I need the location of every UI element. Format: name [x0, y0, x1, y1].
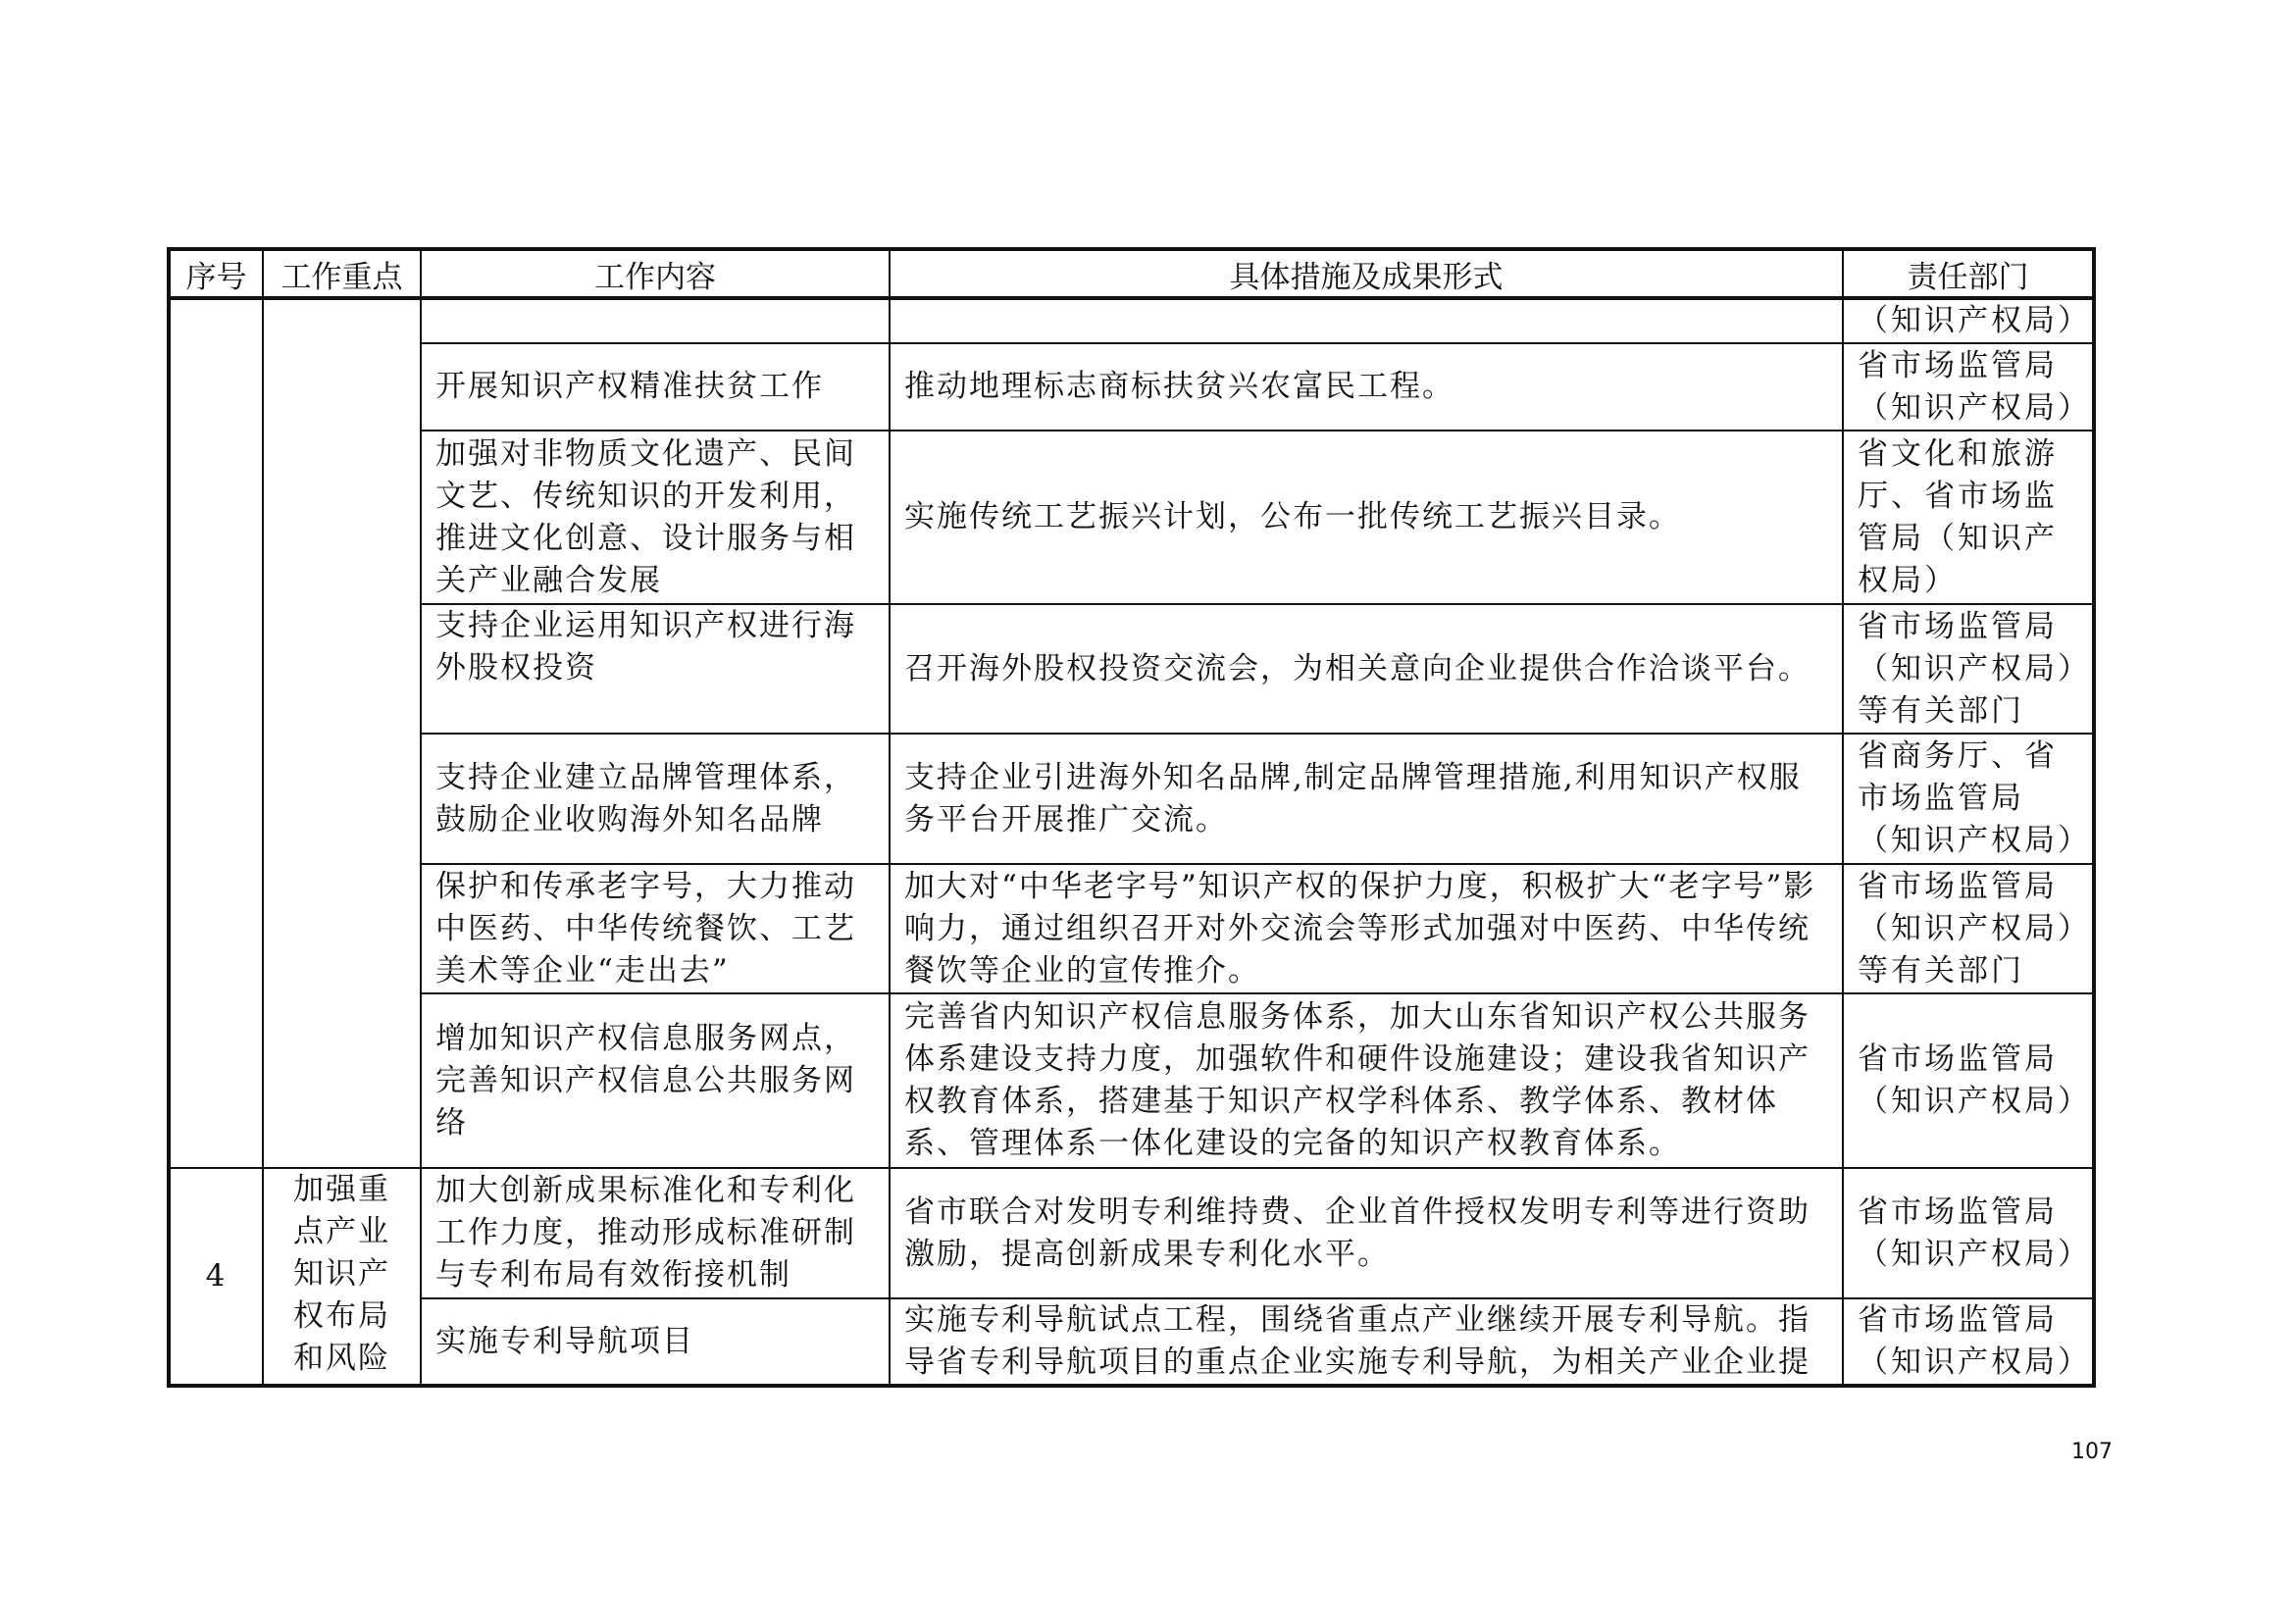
header-content: 工作内容 [421, 249, 890, 298]
focus-cell: 加强重点产业知识产权布局和风险 [263, 1168, 421, 1386]
content-cell: 支持企业运用知识产权进行海外股权投资 [421, 604, 890, 734]
table-header-row [169, 249, 2094, 298]
table-row [169, 1168, 2094, 1298]
measures-cell: 加大对“中华老字号”知识产权的保护力度，积极扩大“老字号”影响力，通过组织召开对外交流会等形式加强对中医药、中华传统餐饮等企业的宣传推介。 [890, 864, 1843, 993]
table-row [169, 734, 2094, 864]
seq-cell: 4 [169, 1168, 263, 1386]
content-cell [421, 298, 890, 343]
seq-cell-continued [169, 298, 263, 1168]
table-row [169, 604, 2094, 734]
content-cell: 加强对非物质文化遗产、民间文艺、传统知识的开发利用，推进文化创意、设计服务与相关产业融合发展 [421, 431, 890, 604]
content-cell: 开展知识产权精准扶贫工作 [421, 343, 890, 431]
department-cell: 省市场监管局（知识产权局）等有关部门 [1843, 864, 2094, 993]
table-row [169, 1298, 2094, 1386]
table-row [169, 864, 2094, 993]
work-plan-table [167, 247, 2096, 1388]
department-cell: 省市场监管局（知识产权局）等有关部门 [1843, 604, 2094, 734]
department-cell: 省市场监管局（知识产权局） [1843, 1168, 2094, 1298]
content-cell: 保护和传承老字号，大力推动中医药、中华传统餐饮、工艺美术等企业“走出去” [421, 864, 890, 993]
header-measures: 具体措施及成果形式 [890, 249, 1843, 298]
header-focus: 工作重点 [263, 249, 421, 298]
content-cell: 加大创新成果标准化和专利化工作力度，推动形成标准研制与专利布局有效衔接机制 [421, 1168, 890, 1298]
table-row [169, 993, 2094, 1168]
header-seq: 序号 [169, 249, 263, 298]
measures-cell: 实施传统工艺振兴计划，公布一批传统工艺振兴目录。 [890, 431, 1843, 604]
measures-cell: 实施专利导航试点工程，围绕省重点产业继续开展专利导航。指导省专利导航项目的重点企业实施专利导航，为相关产业企业提 [890, 1298, 1843, 1386]
measures-cell: 推动地理标志商标扶贫兴农富民工程。 [890, 343, 1843, 431]
measures-cell: 支持企业引进海外知名品牌,制定品牌管理措施,利用知识产权服务平台开展推广交流。 [890, 734, 1843, 864]
table-row [169, 343, 2094, 431]
header-department: 责任部门 [1843, 249, 2094, 298]
content-cell: 增加知识产权信息服务网点，完善知识产权信息公共服务网络 [421, 993, 890, 1168]
content-cell: 支持企业建立品牌管理体系，鼓励企业收购海外知名品牌 [421, 734, 890, 864]
table-row [169, 298, 2094, 343]
department-cell: （知识产权局） [1843, 298, 2094, 343]
department-cell: 省商务厅、省市场监管局（知识产权局） [1843, 734, 2094, 864]
department-cell: 省市场监管局（知识产权局） [1843, 343, 2094, 431]
page-number: 107 [2071, 1440, 2113, 1464]
measures-cell [890, 298, 1843, 343]
department-cell: 省市场监管局（知识产权局） [1843, 993, 2094, 1168]
table-row [169, 431, 2094, 604]
measures-cell: 完善省内知识产权信息服务体系，加大山东省知识产权公共服务体系建设支持力度，加强软件和硬件设施建设；建设我省知识产权教育体系，搭建基于知识产权学科体系、教学体系、教材体系、管理体系一体化建设的完备的知识产权教育体系。 [890, 993, 1843, 1168]
department-cell: 省市场监管局（知识产权局） [1843, 1298, 2094, 1386]
measures-cell: 召开海外股权投资交流会，为相关意向企业提供合作洽谈平台。 [890, 604, 1843, 734]
measures-cell: 省市联合对发明专利维持费、企业首件授权发明专利等进行资助激励，提高创新成果专利化水平。 [890, 1168, 1843, 1298]
department-cell: 省文化和旅游厅、省市场监管局（知识产权局） [1843, 431, 2094, 604]
focus-cell-continued [263, 298, 421, 1168]
content-cell: 实施专利导航项目 [421, 1298, 890, 1386]
